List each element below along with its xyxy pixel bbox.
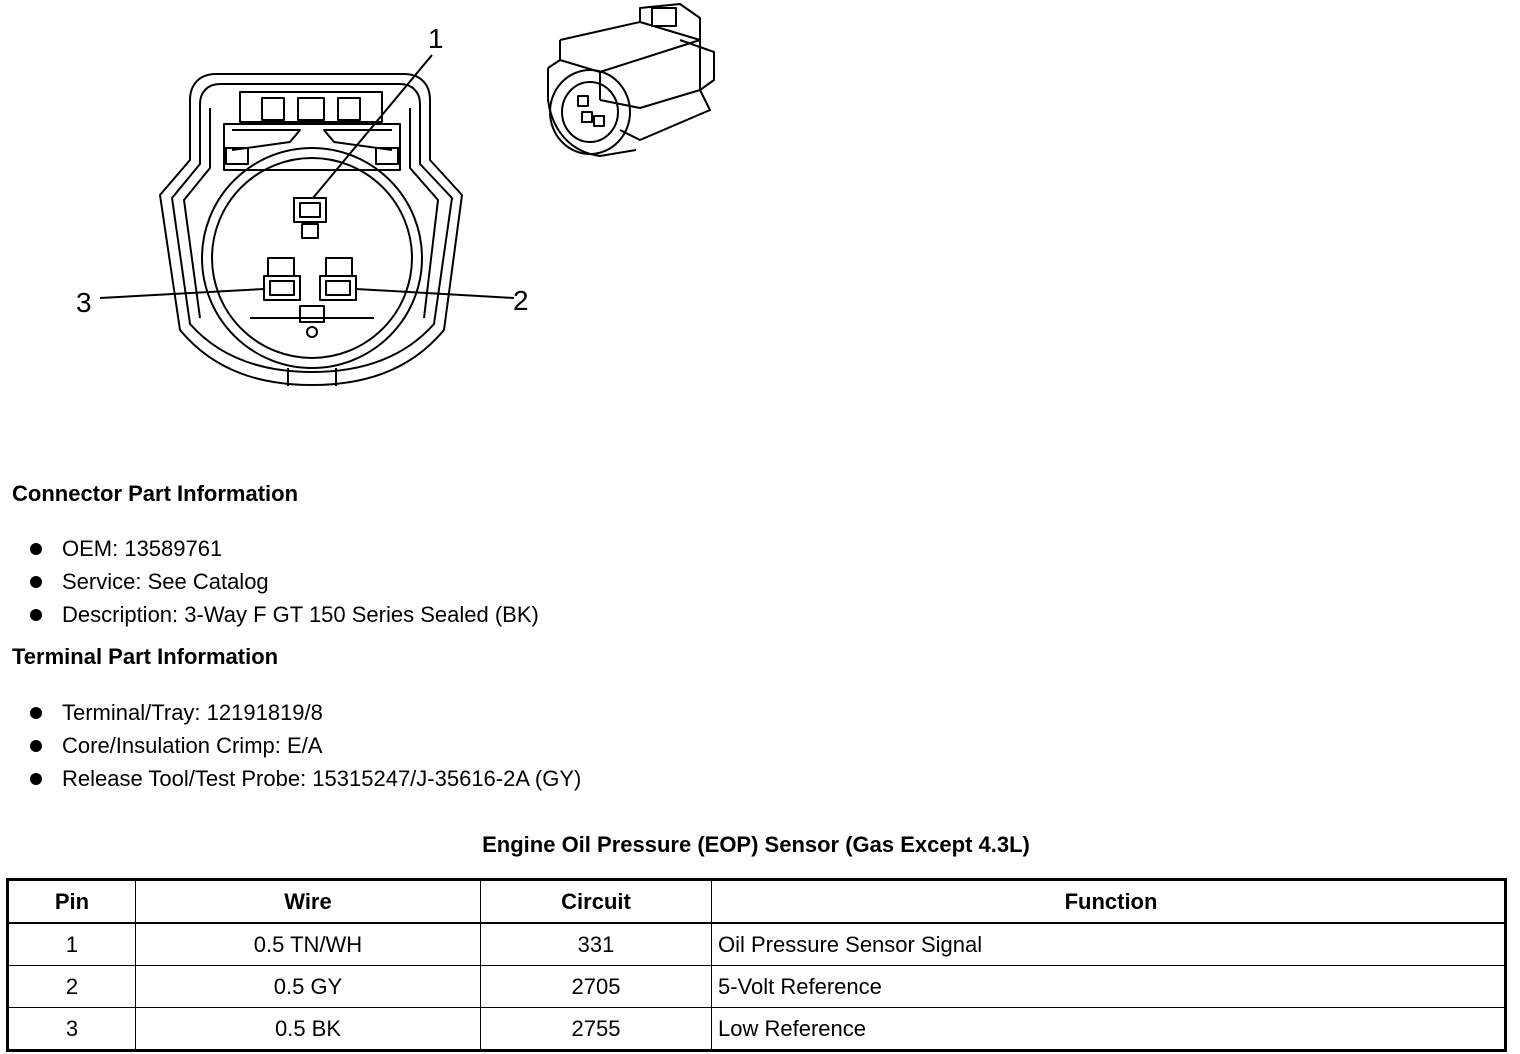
callout-3: 3: [76, 287, 92, 318]
table-row: [8, 1008, 1506, 1051]
cell-wire: 0.5 GY: [136, 966, 481, 1008]
connector-diagram: [0, 0, 760, 400]
cell-wire: 0.5 TN/WH: [136, 923, 481, 966]
cell-circuit: 2755: [481, 1008, 712, 1051]
bullet-icon: [30, 543, 42, 555]
terminal-info-heading: Terminal Part Information: [12, 644, 279, 669]
table-row: [8, 966, 1506, 1008]
cell-wire: 0.5 BK: [136, 1008, 481, 1051]
cell-pin: 3: [8, 1008, 136, 1051]
bullet-icon: [30, 707, 42, 719]
table-row: [8, 923, 1506, 966]
table-header-row: [8, 880, 1506, 924]
bullet-icon: [30, 740, 42, 752]
list-item: Release Tool/Test Probe: 15315247/J-35616-2A (GY): [30, 762, 581, 795]
connector-info-heading: Connector Part Information: [12, 481, 299, 506]
table-title: Engine Oil Pressure (EOP) Sensor (Gas Except 4.3L): [482, 832, 1030, 857]
list-item: Terminal/Tray: 12191819/8: [30, 696, 581, 729]
list-item: Description: 3-Way F GT 150 Series Sealed (BK): [30, 598, 539, 631]
cell-circuit: 331: [481, 923, 712, 966]
bullet-icon: [30, 609, 42, 621]
bullet-icon: [30, 773, 42, 785]
header-pin: Pin: [8, 880, 136, 924]
cell-circuit: 2705: [481, 966, 712, 1008]
list-item: Service: See Catalog: [30, 565, 539, 598]
callout-1: 1: [428, 23, 444, 54]
connector-info-list: [30, 532, 539, 631]
header-wire: Wire: [136, 880, 481, 924]
header-function: Function: [712, 880, 1506, 924]
header-circuit: Circuit: [481, 880, 712, 924]
bullet-icon: [30, 576, 42, 588]
list-item: OEM: 13589761: [30, 532, 539, 565]
terminal-info-list: [30, 696, 581, 795]
callout-2: 2: [513, 285, 529, 316]
cell-pin: 2: [8, 966, 136, 1008]
cell-function: 5-Volt Reference: [712, 966, 1506, 1008]
cell-function: Low Reference: [712, 1008, 1506, 1051]
pinout-table: [6, 878, 1507, 1052]
cell-pin: 1: [8, 923, 136, 966]
list-item: Core/Insulation Crimp: E/A: [30, 729, 581, 762]
cell-function: Oil Pressure Sensor Signal: [712, 923, 1506, 966]
connector-perspective-view: [548, 4, 714, 156]
